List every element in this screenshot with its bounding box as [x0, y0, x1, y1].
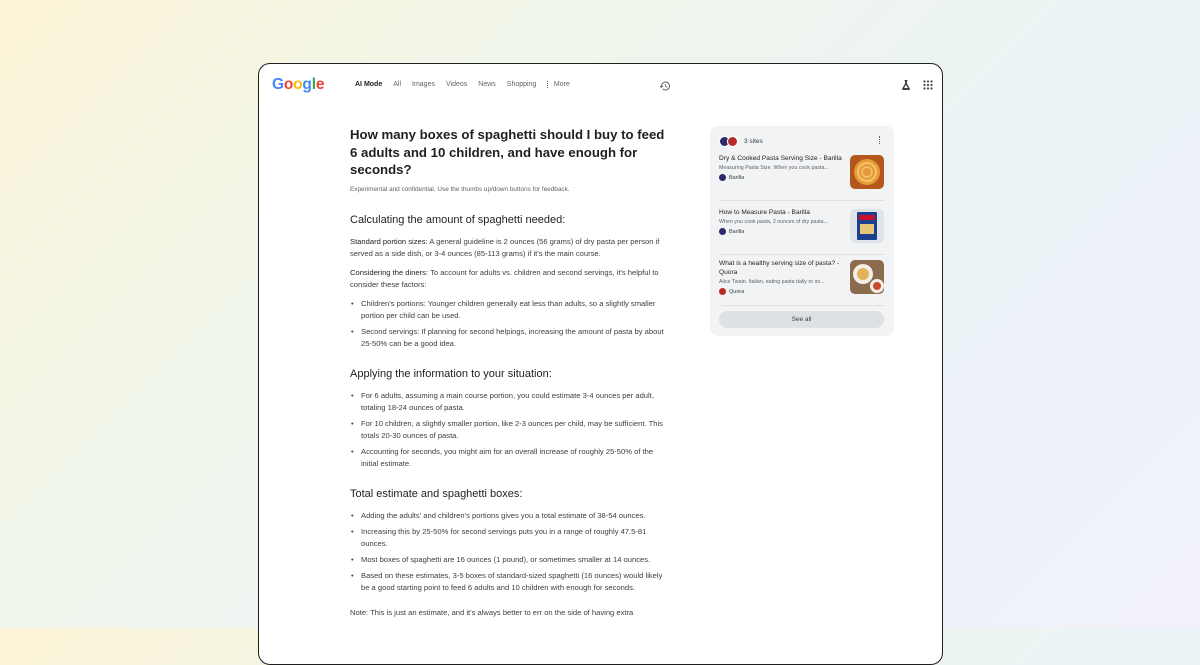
source-title: What is a healthy serving size of pasta? - Quora — [719, 260, 840, 276]
tab-news[interactable]: News — [478, 81, 496, 88]
section-heading: Applying the information to your situation: — [350, 367, 552, 380]
ai-answer — [350, 126, 670, 626]
see-all-button[interactable]: See all — [719, 311, 884, 328]
paragraph: Considering the diners: To account for adults vs. children and second servings, it's helpful to consider these factors: — [350, 267, 659, 289]
pasta-box-icon — [850, 209, 884, 243]
source-card[interactable] — [719, 208, 884, 255]
section-heading: Calculating the amount of spaghetti needed: — [350, 213, 566, 226]
tab-shopping[interactable]: Shopping — [506, 81, 537, 88]
labs-icon[interactable] — [900, 79, 912, 91]
list-item: • Most boxes of spaghetti are 16 ounces (1 pound), or sometimes smaller at 14 ounces. — [361, 554, 670, 566]
list-item: • Accounting for seconds, you might aim for an overall increase of roughly 25-50% of the initial estimate. — [361, 446, 670, 470]
quora-favicon — [727, 136, 738, 147]
source-title: Dry & Cooked Pasta Serving Size - Barilla — [719, 155, 842, 162]
list-item: • Second servings: If planning for second helpings, increasing the amount of pasta by about 25-50% can be a good idea. — [361, 326, 670, 350]
list-item: • Adding the adults' and children's portions gives you a total estimate of 38-54 ounces. — [361, 510, 670, 522]
disclaimer-text: Experimental and confidential. Use the thumbs up/down buttons for feedback. — [350, 185, 570, 193]
source-site: Barilla — [719, 174, 884, 181]
tab-all[interactable]: All — [393, 81, 402, 88]
list-item: • Children's portions: Younger children generally eat less than adults, so a slightly smaller portion per child can be used. — [361, 298, 670, 322]
source-site: Quora — [719, 288, 884, 295]
list-item: • Based on these estimates, 3-5 boxes of standard-sized spaghetti (16 ounces) would likely be a good starting point to feed 6 adults and 10 children with enough for seconds. — [361, 570, 670, 594]
list-item: • For 10 children, a slightly smaller portion, like 2-3 ounces per child, may be sufficient. This totals 20-30 ounces of pasta. — [361, 418, 670, 442]
pasta-plate-icon — [850, 260, 884, 294]
source-snippet: When you cook pasta, 2 ounces of dry pasta... — [719, 219, 828, 225]
more-vert-icon — [547, 81, 550, 88]
pasta-nest-icon — [850, 155, 884, 189]
apps-grid-icon[interactable] — [923, 80, 933, 90]
quora-favicon — [719, 288, 726, 295]
tab-more[interactable]: More — [547, 81, 569, 88]
sources-panel — [710, 126, 894, 336]
source-snippet: Measuring Pasta Size. When you cook pasta... — [719, 165, 829, 171]
query-title: How many boxes of spaghetti should I buy to feed 6 adults and 10 children, and have enough for seconds? — [350, 127, 665, 177]
sources-header[interactable] — [719, 136, 763, 147]
history-icon[interactable] — [659, 80, 671, 92]
source-favicons — [719, 136, 738, 147]
bullet-list — [350, 390, 670, 470]
source-card[interactable] — [719, 259, 884, 306]
source-snippet: Alice Twain. Italian, eating pasta daily or so... — [719, 279, 825, 285]
barilla-favicon — [719, 174, 726, 181]
tab-images[interactable]: Images — [412, 81, 435, 88]
paragraph: Standard portion sizes: A general guideline is 2 ounces (56 grams) of dry pasta per person if served as a side dish, or 3-4 ounces (85-113 grams) if it's the main course. — [350, 236, 660, 258]
source-card[interactable] — [719, 154, 884, 201]
source-site: Barilla — [719, 228, 884, 235]
list-item: • For 6 adults, assuming a main course portion, you could estimate 3-4 ounces per adult, totaling 18-24 ounces of pasta. — [361, 390, 670, 414]
source-title: How to Measure Pasta - Barilla — [719, 209, 810, 216]
note-text: Note: This is just an estimate, and it's always better to err on the side of having extra — [350, 607, 634, 617]
search-header — [259, 64, 942, 110]
more-options-icon[interactable] — [879, 136, 882, 144]
browser-window — [258, 63, 943, 665]
section-heading: Total estimate and spaghetti boxes: — [350, 487, 523, 500]
list-item: • Increasing this by 25-50% for second servings puts you in a range of roughly 47.5-81 ounces. — [361, 526, 670, 550]
tab-ai-mode[interactable]: AI Mode — [355, 81, 383, 88]
tab-videos[interactable]: Videos — [445, 81, 468, 88]
sources-count: 3 sites — [744, 138, 763, 145]
barilla-favicon — [719, 228, 726, 235]
bullet-list — [350, 298, 670, 350]
search-tabs — [355, 81, 570, 88]
bullet-list — [350, 510, 670, 594]
google-logo[interactable]: Google — [272, 76, 325, 93]
